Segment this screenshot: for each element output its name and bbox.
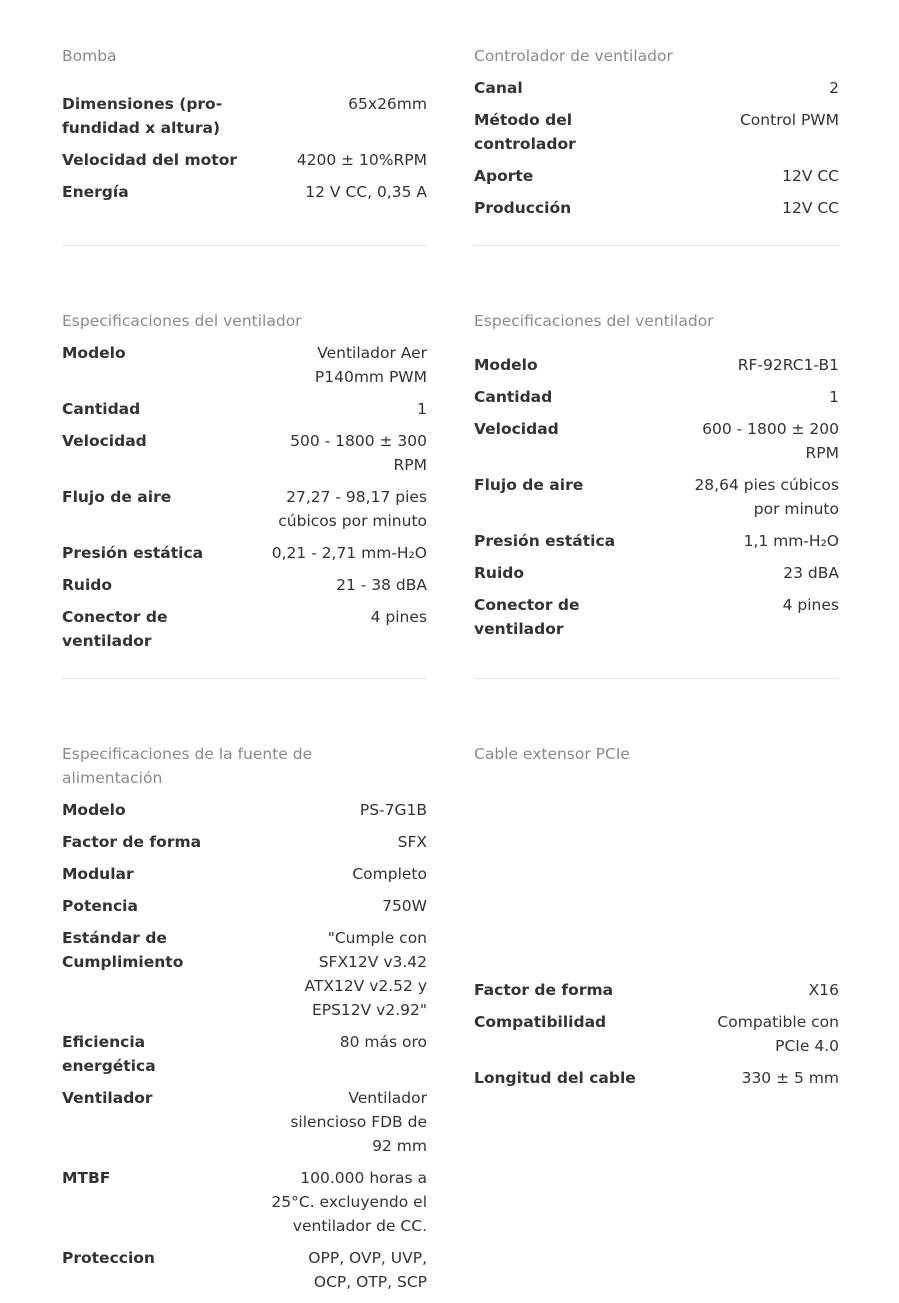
spec-value: Compatible con PCIe 4.0 xyxy=(717,1013,839,1055)
spec-label: Velocidad del motor xyxy=(62,151,237,169)
spec-value: 12 V CC, 0,35 A xyxy=(305,183,427,201)
section-title: Cable extensor PCIe xyxy=(474,745,630,763)
spec-value: 21 - 38 dBA xyxy=(336,576,427,594)
spec-value: 27,27 - 98,17 pies cúbicos por minuto xyxy=(278,488,427,530)
section-title: Especificaciones del ventilador xyxy=(474,312,714,330)
section-divider xyxy=(62,245,427,246)
spec-value: Completo xyxy=(352,865,427,883)
spec-label: Modelo xyxy=(62,801,126,819)
spec-value: 750W xyxy=(382,897,427,915)
spec-value: RF-92RC1-B1 xyxy=(737,356,839,374)
spec-label: Conector de ventilador xyxy=(62,608,168,650)
section-title: Especificaciones del ventilador xyxy=(62,312,302,330)
section-title: Especificaciones de la fuente de alimentación xyxy=(62,745,313,787)
spec-label: Flujo de aire xyxy=(474,476,584,494)
spec-value: 1,1 mm-H₂O xyxy=(743,532,839,550)
spec-value: 4200 ± 10%RPM xyxy=(296,151,427,169)
spec-value: 600 - 1800 ± 200 RPM xyxy=(702,420,839,462)
spec-label: Modular xyxy=(62,865,134,883)
spec-label: Potencia xyxy=(62,897,138,915)
section-title: Controlador de ventilador xyxy=(474,47,673,65)
spec-label: Modelo xyxy=(62,344,126,362)
spec-value: 80 más oro xyxy=(339,1033,427,1051)
spec-value: 100.000 horas a 25°C. excluyendo el ventilador de CC. xyxy=(271,1169,427,1235)
spec-value: OPP, OVP, UVP, OCP, OTP, SCP xyxy=(308,1249,427,1291)
spec-value: Ventilador Aer P140mm PWM xyxy=(314,344,427,386)
spec-label: Cantidad xyxy=(474,388,553,406)
spec-label: Ruido xyxy=(62,576,113,594)
spec-label: Ruido xyxy=(474,564,525,582)
spec-value: PS-7G1B xyxy=(359,801,427,819)
spec-label: Canal xyxy=(474,79,523,97)
spec-value: 500 - 1800 ± 300 RPM xyxy=(290,432,427,474)
spec-value: 2 xyxy=(829,79,839,97)
spec-label: Aporte xyxy=(474,167,534,185)
spec-label: MTBF xyxy=(62,1169,111,1187)
spec-label: Factor de forma xyxy=(62,833,202,851)
spec-value: 12V CC xyxy=(782,167,839,185)
section-divider xyxy=(474,245,839,246)
spec-label: Conector de ventilador xyxy=(474,596,580,638)
spec-label: Ventilador xyxy=(62,1089,153,1107)
spec-value: 28,64 pies cúbicos por minuto xyxy=(694,476,839,518)
spec-label: Flujo de aire xyxy=(62,488,172,506)
spec-label: Eficiencia energética xyxy=(62,1033,156,1075)
spec-label: Velocidad xyxy=(474,420,559,438)
section-title: Bomba xyxy=(62,47,117,65)
spec-label: Modelo xyxy=(474,356,538,374)
spec-value: 330 ± 5 mm xyxy=(741,1069,839,1087)
spec-label: Estándar de Cumplimiento xyxy=(62,929,184,971)
spec-value: 1 xyxy=(829,388,839,406)
spec-value: 1 xyxy=(417,400,427,418)
spec-value: SFX xyxy=(397,833,427,851)
spec-value: 4 pines xyxy=(370,608,427,626)
spec-label: Compatibilidad xyxy=(474,1013,607,1031)
spec-label: Dimensiones (pro- fundidad x altura) xyxy=(62,95,223,137)
spec-label: Método del controlador xyxy=(474,111,576,153)
spec-label: Longitud del cable xyxy=(474,1069,636,1087)
spec-label: Factor de forma xyxy=(474,981,614,999)
spec-label: Energía xyxy=(62,183,129,201)
spec-value: 65x26mm xyxy=(348,95,427,113)
spec-value: "Cumple con SFX12V v3.42 ATX12V v2.52 y EPS12V v2.92" xyxy=(304,929,427,1019)
spec-value: Control PWM xyxy=(739,111,839,129)
spec-value: 23 dBA xyxy=(783,564,839,582)
spec-label: Presión estática xyxy=(474,532,616,550)
spec-value: X16 xyxy=(808,981,839,999)
spec-label: Producción xyxy=(474,199,572,217)
section-divider xyxy=(474,678,839,679)
section-divider xyxy=(62,678,427,679)
spec-value: 4 pines xyxy=(782,596,839,614)
spec-label: Presión estática xyxy=(62,544,204,562)
spec-value: 12V CC xyxy=(782,199,839,217)
spec-value: Ventilador silencioso FDB de 92 mm xyxy=(290,1089,427,1155)
spec-label: Velocidad xyxy=(62,432,147,450)
spec-value: 0,21 - 2,71 mm-H₂O xyxy=(271,544,427,562)
spec-label: Proteccion xyxy=(62,1249,155,1267)
spec-label: Cantidad xyxy=(62,400,141,418)
